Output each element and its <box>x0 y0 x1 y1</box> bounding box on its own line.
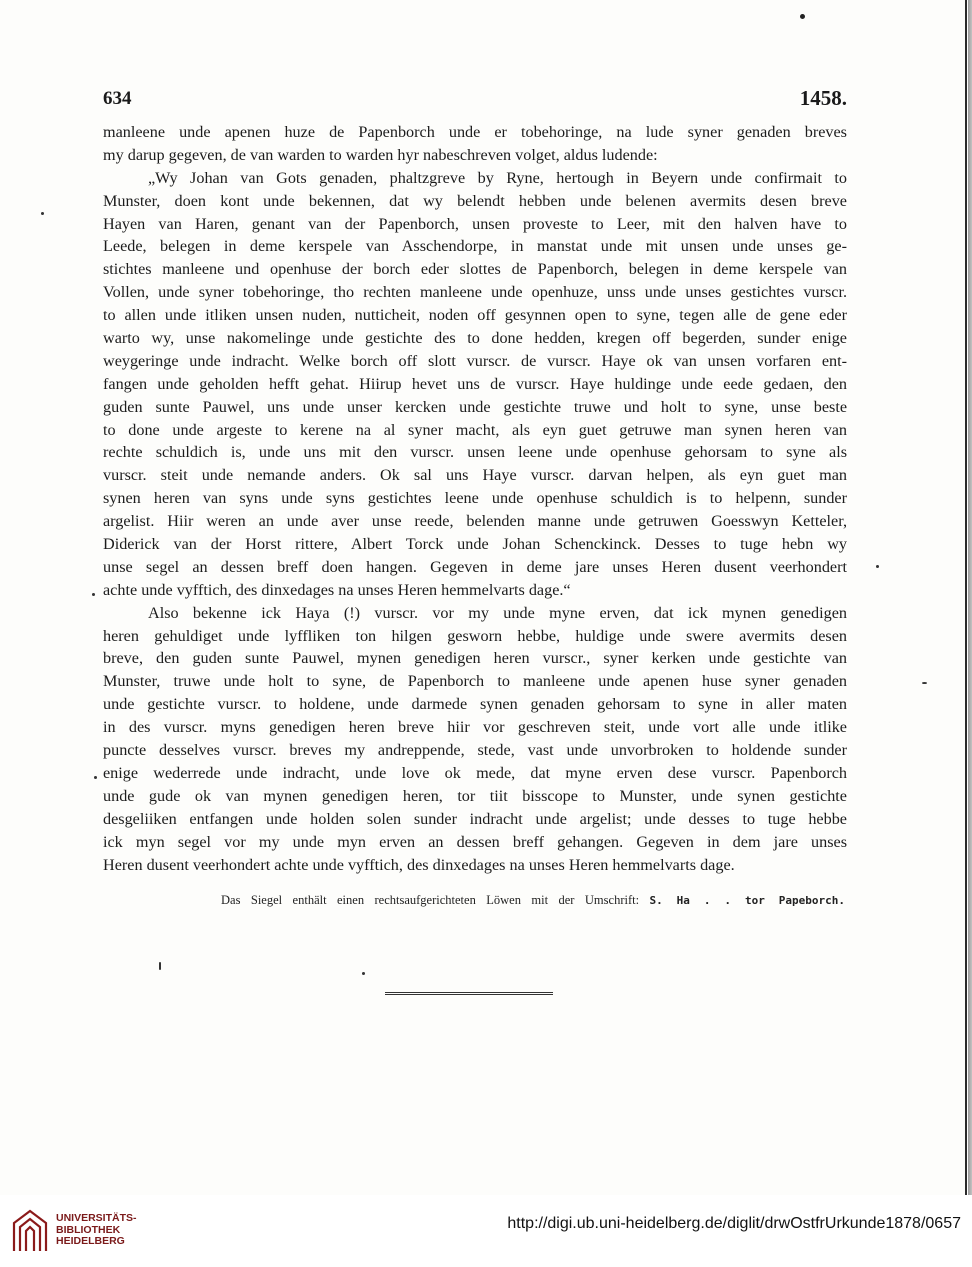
text-line: my darup gegeven, de van warden to warden hyr nabeschreven volget, aldus ludende: <box>103 145 658 164</box>
text-line: unde gude ok van mynen genedigen heren, tor tiit bisscope to Munster, unde synen gestichte <box>103 786 847 805</box>
ink-speck <box>922 682 927 684</box>
library-name-line: BIBLIOTHEK <box>56 1223 121 1236</box>
ink-speck <box>159 962 161 970</box>
text-line: unde gestichte vurscr. to holdene, unde darmede synen genaden gehorsam to syne in aller maten <box>103 695 847 714</box>
text-line: to allen unde itliken unsen nuden, nutticheit, noden off gesynnen open to syne, tegen alle de gene eder <box>103 306 847 325</box>
text-line: to done unde argeste to kerene na al syner macht, als eyn guet getruwe man synen heren van <box>103 420 847 439</box>
ink-speck <box>94 776 97 779</box>
text-line: Leede, belegen in deme kerspele van Asschendorpe, in manstat unde mit unsen unde unses ge- <box>103 237 847 256</box>
text-line: argelist. Hiir weren an unde aver unse reede, belenden manne unde getruwen Goesswyn Ketteler, <box>103 512 847 531</box>
text-line: enige wederrede unde indracht, unde love ok mede, dat myne erven dese vurscr. Papenborch <box>103 763 847 782</box>
ink-speck <box>41 212 44 215</box>
text-line: guden sunte Pauwel, uns unde unser kercken unde gestichte truwe und holt to syne, unse beste <box>103 397 847 416</box>
ink-speck <box>876 565 879 568</box>
page-year-heading: 1458. <box>799 86 847 110</box>
text-line: desgeliiken entfangen unde holden solen sunder indracht unde argelist; unde desses to tuge hebbe <box>103 809 847 828</box>
seal-footnote <box>221 893 845 908</box>
text-line: Also bekenne ick Haya (!) vurscr. vor my unde myne erven, dat ick mynen genedigen <box>148 603 847 622</box>
library-name-line: UNIVERSITÄTS- <box>56 1212 137 1224</box>
ink-speck <box>92 593 95 596</box>
text-line: weygeringe unde indracht. Welke borch off slott vurscr. de vurscr. Haye ok van unsen vorfaren ent- <box>103 351 847 370</box>
text-line: breve, den guden sunte Pauwel, mynen genedigen heren vurscr., syner kerken unde gestichte van <box>103 649 847 668</box>
text-line: warto wy, unse nakomelinge unde gestichte des to done hedden, kregen off begerden, sunder enige <box>103 329 847 348</box>
text-line: manleene unde apenen huze de Papenborch unde er tobehoringe, na lude syner genaden breves <box>103 123 847 141</box>
document-body-text <box>103 121 847 876</box>
text-line: fangen unde geholden hefft gehat. Hiirup hevet uns de vurscr. Haye huldinge unde eede gedaen, den <box>103 374 847 393</box>
seal-legend: S. Ha . . tor Papeborch. <box>649 894 845 907</box>
text-line: Hayen van Haren, genant van der Papenborch, unsen proveste to Leer, mit den halven have to <box>103 214 847 233</box>
text-line: unse segel an dessen breff doen hangen. Gegeven in deme jare unses Heren dusent veerhondert <box>103 557 847 576</box>
ink-speck <box>800 14 805 19</box>
library-name-line: HEIDELBERG <box>56 1235 125 1247</box>
text-line: synen heren van syns unde syns gestichtes leene unde openhuse schuldich is to helpenn, sunder <box>103 489 847 508</box>
text-line: ick myn segel vor my unde myn erven an dessen breff gehangen. Gegeven in dem jare unses <box>103 832 847 851</box>
text-line: rechte schuldich is, unde uns mit den vurscr. unsen leene unde openhuse gehorsam to syne als <box>103 443 847 462</box>
section-divider <box>385 992 553 995</box>
source-url-link[interactable]: http://digi.ub.uni-heidelberg.de/diglit/drwOstfrUrkunde1878/0657 <box>507 1215 961 1232</box>
text-line: stichtes manleene und openhuse der borch eder slottes de Papenborch, belegen in deme kerspele van <box>103 260 847 279</box>
text-line: Munster, doen kont unde bekennen, dat wy belendt hebben unde belenen avermits desen breve <box>103 191 847 210</box>
text-line: achte unde vyfftich, des dinxedages na unses Heren hemmelvarts dage.“ <box>103 580 571 599</box>
text-line: „Wy Johan van Gots genaden, phaltzgreve by Ryne, hertough in Beyern unde confirmait to <box>148 168 847 187</box>
ink-speck <box>362 972 365 975</box>
text-line: Vollen, unde syner tobehoringe, tho rechten manleene unde openhuze, unss unde unses gestichtes vurscr. <box>103 283 847 302</box>
text-line: heren gehuldiget unde lyffliken ton hilgen gesworn hebbe, huldige unde swere avermits desen <box>103 626 847 645</box>
text-line: in des vurscr. myns genedigen heren breve hiir vor geschreven steit, unde vort alle unde itlike <box>103 718 847 737</box>
university-library-logo-icon <box>10 1207 50 1255</box>
footer-bar <box>0 1195 972 1267</box>
library-name <box>56 1213 137 1248</box>
text-line: vurscr. steit unde nemande anders. Ok sal uns Haye vurscr. darvan helpen, als eyn guet man <box>103 466 847 485</box>
footnote-text: Das Siegel enthält einen rechtsaufgerichteten Löwen mit der Umschrift: <box>221 893 640 907</box>
text-line: Diderick van der Horst rittere, Albert Torck unde Johan Schenckinck. Desses to tuge hebn wy <box>103 535 847 554</box>
text-line: Heren dusent veerhondert achte unde vyfftich, des dinxedages na unses Heren hemmelvarts dage. <box>103 855 735 874</box>
text-line: Munster, truwe unde holt to syne, de Papenborch to manleene unde apenen huse syner genaden <box>103 672 847 691</box>
text-line: puncte desselves vurscr. breves my andreppende, stede, vast unde unvorbroken to holdende sunder <box>103 741 847 760</box>
page-number: 634 <box>103 88 132 109</box>
